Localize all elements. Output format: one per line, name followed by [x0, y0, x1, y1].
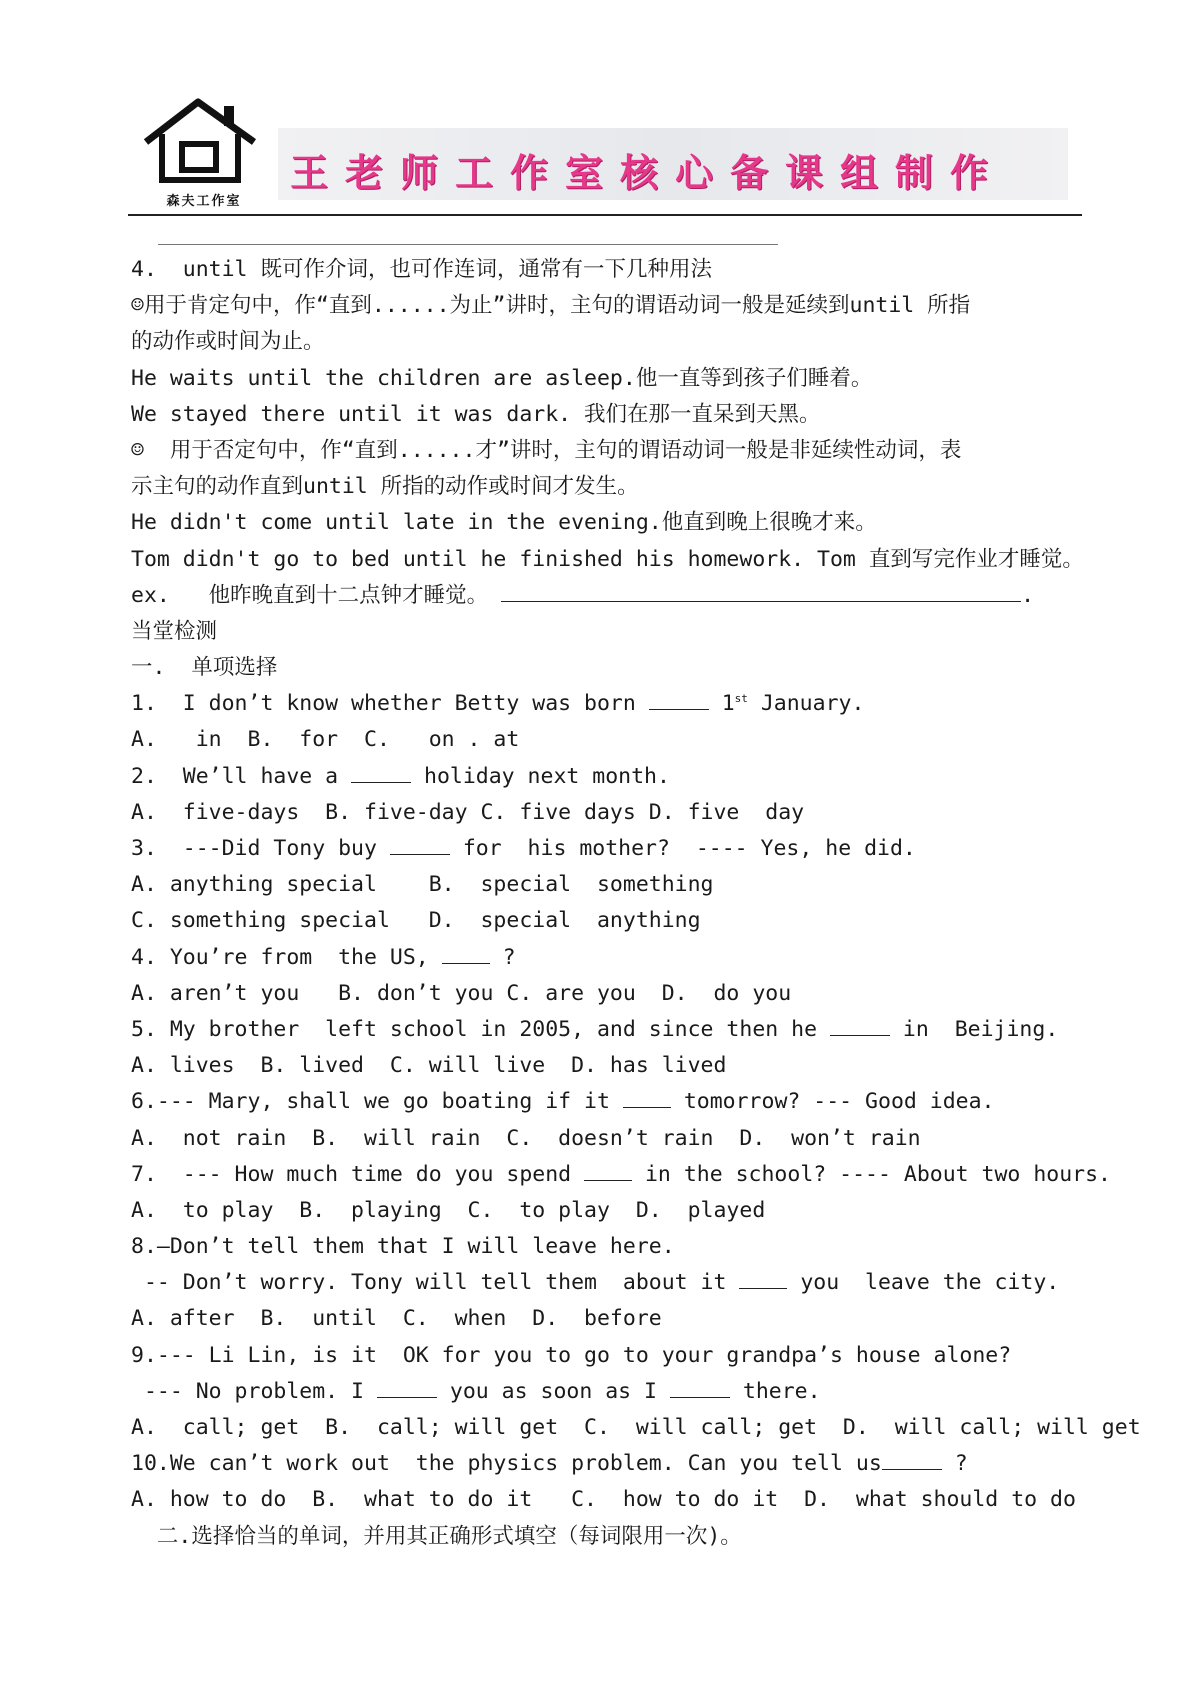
question-options: A. aren’t you B. don’t you C. are you D. do you — [131, 980, 792, 1006]
answer-blank — [442, 943, 490, 964]
question-options: A. after B. until C. when D. before — [131, 1306, 662, 1332]
answer-blank — [351, 762, 411, 783]
blank-answer-line — [158, 244, 778, 245]
question-3: 3. ---Did Tony buy for his mother? ---- Yes, he did. — [131, 836, 916, 861]
answer-blank — [830, 1015, 890, 1036]
answer-blank — [390, 834, 450, 855]
answer-blank — [670, 1377, 730, 1398]
answer-blank — [739, 1268, 787, 1289]
example-sentence: He didn't come until late in the evening.他直到晚上很晚才来。 — [131, 510, 877, 536]
question-9-reply: --- No problem. I you as soon as I there. — [131, 1378, 821, 1404]
header-divider — [128, 214, 1082, 216]
question-options: A. not rain B. will rain C. doesn’t rain D. won’t rain — [131, 1125, 921, 1151]
example-sentence: Tom didn't go to bed until he finished his homework. Tom 直到写完作业才睡觉。 — [131, 546, 1084, 572]
answer-blank — [377, 1377, 437, 1398]
document-body — [131, 252, 1141, 1555]
section-heading: 一. 单项选择 — [131, 655, 278, 681]
question-4: 4. You’re from the US, ? — [131, 944, 516, 970]
answer-blank — [584, 1160, 632, 1181]
answer-blank — [649, 689, 709, 710]
answer-blank — [882, 1449, 942, 1470]
question-6: 6.--- Mary, shall we go boating if it tomorrow? --- Good idea. — [131, 1089, 995, 1115]
question-10: 10.We can’t work out the physics problem. Can you tell us ? — [131, 1451, 968, 1477]
section-heading: 当堂检测 — [131, 618, 218, 644]
question-options: A. anything special B. special something — [131, 872, 714, 898]
question-2: 2. We’ll have a holiday next month. — [131, 763, 670, 789]
text-line: 示主句的动作直到until 所指的动作或时间才发生。 — [131, 474, 639, 500]
question-9: 9.--- Li Lin, is it OK for you to go to your grandpa’s house alone? — [131, 1342, 1012, 1368]
logo-caption: 森夫工作室 — [166, 194, 242, 209]
question-1: 1. I don’t know whether Betty was born 1st January. — [131, 691, 865, 717]
exercise-period: . — [1021, 582, 1035, 608]
question-8-reply: -- Don’t worry. Tony will tell them about it you leave the city. — [131, 1270, 1060, 1296]
answer-blank — [623, 1087, 671, 1108]
page-header — [130, 98, 1080, 216]
text-line: 4. until 既可作介词，也可作连词，通常有一下几种用法 — [131, 257, 712, 282]
example-sentence: He waits until the children are asleep.他一直等到孩子们睡着。 — [131, 365, 873, 391]
exercise-line — [131, 578, 1091, 614]
question-options: A. five-days B. five-day C. five days D. five day — [131, 799, 805, 825]
question-options: A. how to do B. what to do it C. how to do it D. what should to do — [131, 1487, 1076, 1513]
question-options: A. call; get B. call; will get C. will call; get D. will call; will get — [131, 1415, 1141, 1440]
exercise-prompt: ex. 他昨晚直到十二点钟才睡觉。 — [131, 582, 489, 608]
answer-blank — [501, 581, 1021, 602]
text-line: ☺ 用于否定句中，作“直到......才”讲时，主句的谓语动词一般是非延续性动词，表 — [131, 437, 962, 463]
section-heading: 二.选择恰当的单词，并用其正确形式填空（每词限用一次)。 — [131, 1523, 742, 1549]
question-7: 7. --- How much time do you spend in the school? ---- About two hours. — [131, 1161, 1111, 1187]
question-8: 8.—Don’t tell them that I will leave here. — [131, 1234, 675, 1260]
question-options: A. to play B. playing C. to play D. played — [131, 1197, 766, 1223]
question-options: C. something special D. special anything — [131, 908, 701, 934]
question-options: A. lives B. lived C. will live D. has lived — [131, 1053, 727, 1079]
text-line: ☺用于肯定句中，作“直到......为止”讲时，主句的谓语动词一般是延续到until 所指 — [131, 293, 971, 319]
question-5: 5. My brother left school in 2005, and since then he in Beijing. — [131, 1016, 1059, 1042]
example-sentence: We stayed there until it was dark. 我们在那一直呆到天黑。 — [131, 401, 821, 427]
question-options: A. in B. for C. on . at — [131, 727, 520, 753]
text-line: 的动作或时间为止。 — [131, 329, 325, 355]
banner-title: 王老师工作室核心备课组制作 — [290, 151, 1006, 195]
